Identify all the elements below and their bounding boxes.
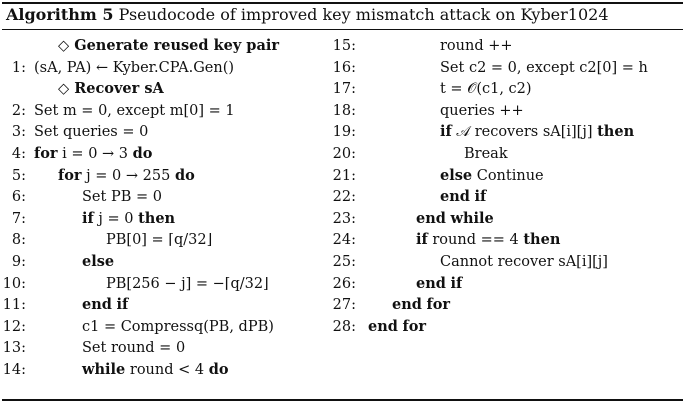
line-number: 9: xyxy=(11,254,26,270)
line-text: ◇ Generate reused key pair xyxy=(58,37,279,54)
line-text: end while xyxy=(416,209,494,227)
bottom-rule xyxy=(2,399,683,401)
line-text: for j = 0 → 255 do xyxy=(58,166,195,184)
line-text: ◇ Recover sA xyxy=(58,80,164,98)
line-text: queries ++ xyxy=(440,102,524,119)
line-text: Set queries = 0 xyxy=(34,124,149,141)
line-number: 28: xyxy=(332,318,356,335)
line-number: 20: xyxy=(332,146,356,162)
line-text: end if xyxy=(440,188,487,206)
line-text: c1 = Compressq(PB, dPB) xyxy=(82,318,274,335)
line-text: if 𝒜 recovers sA[i][j] then xyxy=(440,123,635,141)
line-number: 2: xyxy=(11,102,26,119)
line-number: 26: xyxy=(332,275,356,292)
line-number: 18: xyxy=(332,102,356,119)
line-number: 1: xyxy=(11,59,26,76)
line-number: 21: xyxy=(332,167,356,184)
line-text: for i = 0 → 3 do xyxy=(34,145,153,162)
line-number: 14: xyxy=(2,362,26,378)
line-text: end if xyxy=(82,296,129,314)
line-text: PB[256 − j] = −⌈q/32⌋ xyxy=(106,275,269,292)
line-number: 24: xyxy=(332,232,356,249)
line-number: 15: xyxy=(332,38,356,54)
line-number: 5: xyxy=(11,167,26,184)
caption-rule xyxy=(2,29,683,30)
line-number: 17: xyxy=(332,81,356,98)
algorithm-label: Algorithm 5 xyxy=(6,5,114,24)
line-text: else Continue xyxy=(440,166,544,184)
line-number: 8: xyxy=(11,232,26,249)
line-text: Break xyxy=(464,146,508,162)
line-number: 25: xyxy=(332,254,356,270)
line-text: Set round = 0 xyxy=(82,340,186,357)
line-text: end if xyxy=(416,274,463,292)
top-rule xyxy=(2,2,683,4)
algorithm-caption xyxy=(6,5,609,24)
line-text: Cannot recover sA[i][j] xyxy=(440,254,608,270)
line-text: while round < 4 do xyxy=(82,361,229,378)
line-text: Set c2 = 0, except c2[0] = h xyxy=(440,59,648,76)
line-number: 11: xyxy=(2,297,26,314)
line-text: if j = 0 then xyxy=(82,209,176,227)
line-text: t = 𝒪(c1, c2) xyxy=(440,81,532,98)
line-text: (sA, PA) ← Kyber.CPA.Gen() xyxy=(34,59,235,76)
line-text: else xyxy=(82,253,115,270)
line-text: Set PB = 0 xyxy=(82,189,162,206)
line-text: if round == 4 then xyxy=(416,231,561,249)
line-text: round ++ xyxy=(440,38,513,54)
line-number: 4: xyxy=(11,146,26,162)
line-text: end for xyxy=(392,296,451,314)
line-number: 13: xyxy=(2,340,26,357)
line-number: 7: xyxy=(11,210,26,227)
line-number: 6: xyxy=(11,189,26,206)
line-text: PB[0] = ⌈q/32⌋ xyxy=(106,232,213,249)
line-number: 27: xyxy=(332,297,356,314)
line-text: end for xyxy=(368,317,427,335)
line-text: Set m = 0, except m[0] = 1 xyxy=(34,102,235,119)
line-number: 23: xyxy=(332,210,356,227)
line-number: 10: xyxy=(2,275,26,292)
line-number: 19: xyxy=(332,124,356,141)
line-number: 16: xyxy=(332,59,356,76)
algorithm-title: Pseudocode of improved key mismatch attack on Kyber1024 xyxy=(118,5,609,24)
line-number: 12: xyxy=(2,318,26,335)
line-number: 22: xyxy=(332,189,356,206)
line-number: 3: xyxy=(11,124,26,141)
